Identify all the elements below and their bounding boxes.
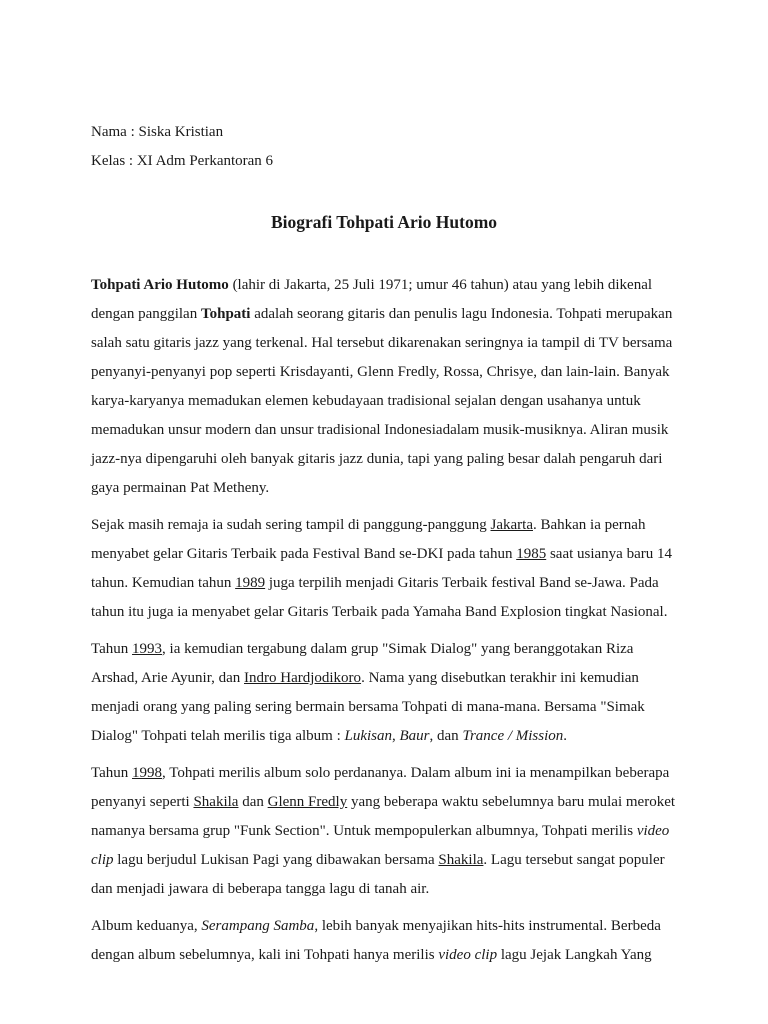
text-line bbox=[91, 759, 691, 788]
italic-term: video bbox=[636, 823, 670, 839]
text-run: juga terpilih menjadi Gitaris Terbaik festival Band se-Jawa. Pada bbox=[265, 575, 659, 591]
text-run: Dialog" Tohpati telah merilis tiga album : bbox=[91, 728, 345, 744]
document-title: Biografi Tohpati Ario Hutomo bbox=[270, 212, 498, 232]
album-title: Serampang Samba bbox=[201, 918, 315, 934]
text-line bbox=[91, 511, 691, 540]
text-run: dengan album sebelumnya, kali ini Tohpati hanya merilis bbox=[91, 947, 439, 963]
text-line: dan menjadi jawara di beberapa tangga lagu di tanah air. bbox=[91, 881, 430, 897]
text-line bbox=[91, 664, 691, 693]
text-run: lagu Jejak Langkah Yang bbox=[497, 947, 652, 963]
text-line bbox=[91, 635, 691, 664]
text-run: , lebih banyak menyajikan hits-hits instrumental. Berbeda bbox=[314, 918, 661, 934]
italic-term: video clip bbox=[438, 947, 498, 963]
text-run: menyabet gelar Gitaris Terbaik pada Festival Band se-DKI pada tahun bbox=[91, 546, 517, 562]
text-run: tahun. Kemudian tahun bbox=[91, 575, 236, 591]
text-run: . Bahkan ia pernah bbox=[532, 517, 646, 533]
text-run: Tahun bbox=[91, 641, 133, 657]
paragraph-4 bbox=[91, 759, 691, 904]
paragraph-2 bbox=[91, 511, 691, 627]
text-run: . Lagu tersebut sangat populer bbox=[483, 852, 665, 868]
text-run: . Nama yang disebutkan terakhir ini kemudian bbox=[361, 670, 639, 686]
album-title: Lukisan bbox=[344, 728, 393, 744]
text-run: adalah seorang gitaris dan penulis lagu Indonesia. Tohpati merupakan bbox=[250, 306, 673, 322]
link-1993[interactable]: 1993 bbox=[132, 641, 163, 657]
link-shakila[interactable]: Shakila bbox=[193, 794, 239, 810]
link-jakarta[interactable]: Jakarta bbox=[490, 517, 533, 533]
text-run: (lahir di Jakarta, 25 Juli 1971; umur 46 tahun) atau yang lebih dikenal bbox=[228, 277, 653, 293]
text-line bbox=[91, 788, 691, 817]
text-run: , bbox=[392, 728, 400, 744]
text-line: salah satu gitaris jazz yang terkenal. Hal tersebut dikarenakan seringnya ia tampil di TV bersama bbox=[91, 335, 673, 351]
text-line bbox=[91, 941, 691, 970]
text-line bbox=[91, 817, 691, 846]
paragraph-5 bbox=[91, 912, 691, 970]
text-run: , ia kemudian tergabung dalam grup "Simak Dialog" yang beranggotakan Riza bbox=[162, 641, 634, 657]
link-indro-hardjodikoro[interactable]: Indro Hardjodikoro bbox=[244, 670, 362, 686]
link-1985[interactable]: 1985 bbox=[516, 546, 547, 562]
text-run: Album keduanya, bbox=[91, 918, 202, 934]
text-run: Sejak masih remaja ia sudah sering tampil di panggung-panggung bbox=[91, 517, 491, 533]
text-run: namanya bersama grup "Funk Section". Untuk mempopulerkan albumnya, Tohpati merilis bbox=[91, 823, 637, 839]
italic-term: clip bbox=[91, 852, 114, 868]
text-run: yang beberapa waktu sebelumnya baru mulai meroket bbox=[347, 794, 676, 810]
bold-name: Tohpati bbox=[200, 306, 251, 322]
text-line: memadukan unsur modern dan unsur tradisional Indonesiadalam musik-musiknya. Aliran musik bbox=[91, 422, 669, 438]
link-shakila[interactable]: Shakila bbox=[438, 852, 484, 868]
text-line: menjadi orang yang paling sering bermain bersama Tohpati di mana-mana. Bersama "Simak bbox=[91, 699, 645, 715]
album-title: Trance / Mission bbox=[462, 728, 564, 744]
text-line bbox=[91, 846, 691, 875]
text-line bbox=[91, 300, 691, 329]
paragraph-1 bbox=[91, 271, 691, 503]
text-line: gaya permainan Pat Metheny. bbox=[91, 480, 270, 496]
text-line: tahun itu juga ia menyabet gelar Gitaris Terbaik pada Yamaha Band Explosion tingkat Nasional. bbox=[91, 604, 668, 620]
text-line bbox=[91, 912, 691, 941]
text-line: jazz-nya dipengaruhi oleh banyak gitaris jazz dunia, tapi yang paling besar dalah pengaruh dari bbox=[91, 451, 663, 467]
text-run: Arshad, Arie Ayunir, dan bbox=[91, 670, 244, 686]
paragraph-3 bbox=[91, 635, 691, 751]
album-title: Baur bbox=[399, 728, 430, 744]
link-glenn-fredly[interactable]: Glenn Fredly bbox=[267, 794, 348, 810]
text-line bbox=[91, 271, 691, 300]
text-run: Tahun bbox=[91, 765, 133, 781]
text-run: , dan bbox=[429, 728, 463, 744]
text-run: dan bbox=[238, 794, 268, 810]
text-line: karya-karyanya memadukan elemen kebudayaan tradisional sejalan dengan usahanya untuk bbox=[91, 393, 641, 409]
text-line bbox=[91, 722, 691, 751]
student-name-line: Nama : Siska Kristian bbox=[91, 124, 224, 140]
text-run: , Tohpati merilis album solo perdananya. Dalam album ini ia menampilkan beberapa bbox=[162, 765, 670, 781]
text-line bbox=[91, 569, 691, 598]
text-run: saat usianya baru 14 bbox=[546, 546, 672, 562]
text-run: penyanyi seperti bbox=[91, 794, 194, 810]
text-run: . bbox=[563, 728, 568, 744]
text-line: penyanyi-penyanyi pop seperti Krisdayanti, Glenn Fredly, Rossa, Chrisye, dan lain-lain. Banyak bbox=[91, 364, 670, 380]
link-1989[interactable]: 1989 bbox=[235, 575, 266, 591]
text-run: lagu berjudul Lukisan Pagi yang dibawakan bersama bbox=[113, 852, 439, 868]
text-run: dengan panggilan bbox=[91, 306, 201, 322]
document-body bbox=[91, 271, 691, 978]
bold-name: Tohpati Ario Hutomo bbox=[91, 277, 229, 293]
text-line bbox=[91, 540, 691, 569]
link-1998[interactable]: 1998 bbox=[132, 765, 163, 781]
student-class-line: Kelas : XI Adm Perkantoran 6 bbox=[91, 153, 274, 169]
